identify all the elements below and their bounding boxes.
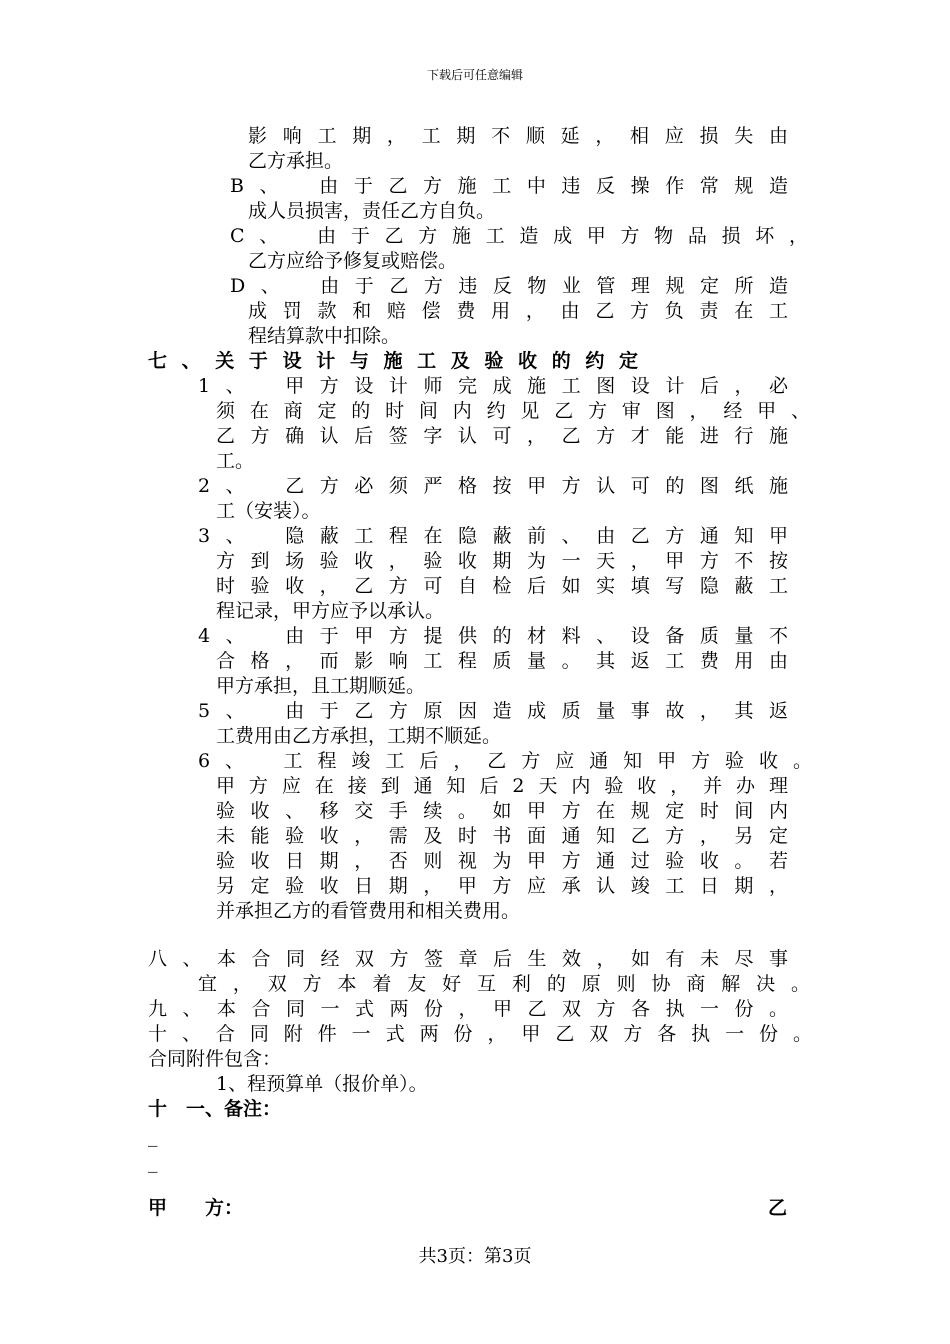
text-line: B、 由于乙方施工中违反操作常规造 <box>230 175 788 197</box>
text-line: 验收、移交手续。如甲方在规定时间内 <box>216 800 788 822</box>
text-line: _ <box>148 1151 158 1173</box>
text-line: 1、程预算单（报价单）。 <box>216 1073 428 1095</box>
text-line: C、 由于乙方施工造成甲方物品损坏， <box>230 225 808 247</box>
text-line: 工。 <box>216 450 255 472</box>
text-line: 时验收，乙方可自检后如实填写隐蔽工 <box>216 575 788 597</box>
text-line: 程结算款中扣除。 <box>248 325 401 347</box>
text-line: 甲方承担，且工期顺延。 <box>216 675 426 697</box>
text-line: 八、本合同经双方签章后生效，如有未尽事 <box>148 948 788 970</box>
text-line: 未能验收，需及时书面通知乙方，另定 <box>216 825 788 847</box>
text-line: 乙方应给予修复或赔偿。 <box>248 250 458 272</box>
text-line: 九、本合同一式两份，甲乙双方各执一份。 <box>148 998 788 1020</box>
party-b-label: 乙 <box>768 1197 788 1219</box>
text-line: 成人员损害，责任乙方自负。 <box>248 200 496 222</box>
page-footer: 共3页：第3页 <box>418 1246 532 1267</box>
text-line: 合格，而影响工程质量。其返工费用由 <box>216 650 788 672</box>
text-line: 6、 工程竣工后，乙方应通知甲方验收。 <box>198 750 812 772</box>
text-line: 工（安装）。 <box>216 500 321 522</box>
text-line: 5、 由于乙方原因造成质量事故，其返 <box>198 700 788 722</box>
text-line: 乙方承担。 <box>248 150 344 172</box>
text-line: 宜，双方本着友好互利的原则协商解决。 <box>198 973 810 995</box>
text-line: D、 由于乙方违反物业管理规定所造 <box>230 275 788 297</box>
text-line: 十、合同附件一式两份，甲乙双方各执一份。 <box>148 1023 812 1045</box>
text-line: 4、 由于甲方提供的材料、设备质量不 <box>198 625 788 647</box>
text-line: 成罚款和赔偿费用，由乙方负责在工 <box>248 300 788 322</box>
text-line: 验收日期，否则视为甲方通过验收。若 <box>216 850 788 872</box>
section-heading: 七、关于设计与施工及验收的约定 <box>148 350 638 372</box>
text-line: 甲方应在接到通知后2天内验收，并办理 <box>216 775 788 797</box>
text-line: 合同附件包含： <box>148 1048 282 1070</box>
text-line: 影响工期，工期不顺延，相应损失由 <box>248 125 788 147</box>
text-line: 3、 隐蔽工程在隐蔽前、由乙方通知甲 <box>198 525 788 547</box>
section-heading: 十 一、备注： <box>148 1098 282 1120</box>
text-line: 1、 甲方设计师完成施工图设计后，必 <box>198 375 788 397</box>
text-line: 并承担乙方的看管费用和相关费用。 <box>216 900 521 922</box>
text-line: _ <box>148 1125 158 1147</box>
text-line: 乙方确认后签字认可，乙方才能进行施 <box>216 425 788 447</box>
page-header: 下载后可任意编辑 <box>426 68 523 82</box>
text-line: 须在商定的时间内约见乙方审图，经甲、 <box>216 400 810 422</box>
party-a-label: 甲 方： <box>148 1197 244 1219</box>
text-line: 2、 乙方必须严格按甲方认可的图纸施 <box>198 475 788 497</box>
text-line: 工费用由乙方承担，工期不顺延。 <box>216 725 502 747</box>
text-line: 另定验收日期，甲方应承认竣工日期， <box>216 875 788 897</box>
text-line: 程记录，甲方应予以承认。 <box>216 600 445 622</box>
text-line: 方到场验收，验收期为一天，甲方不按 <box>216 550 788 572</box>
